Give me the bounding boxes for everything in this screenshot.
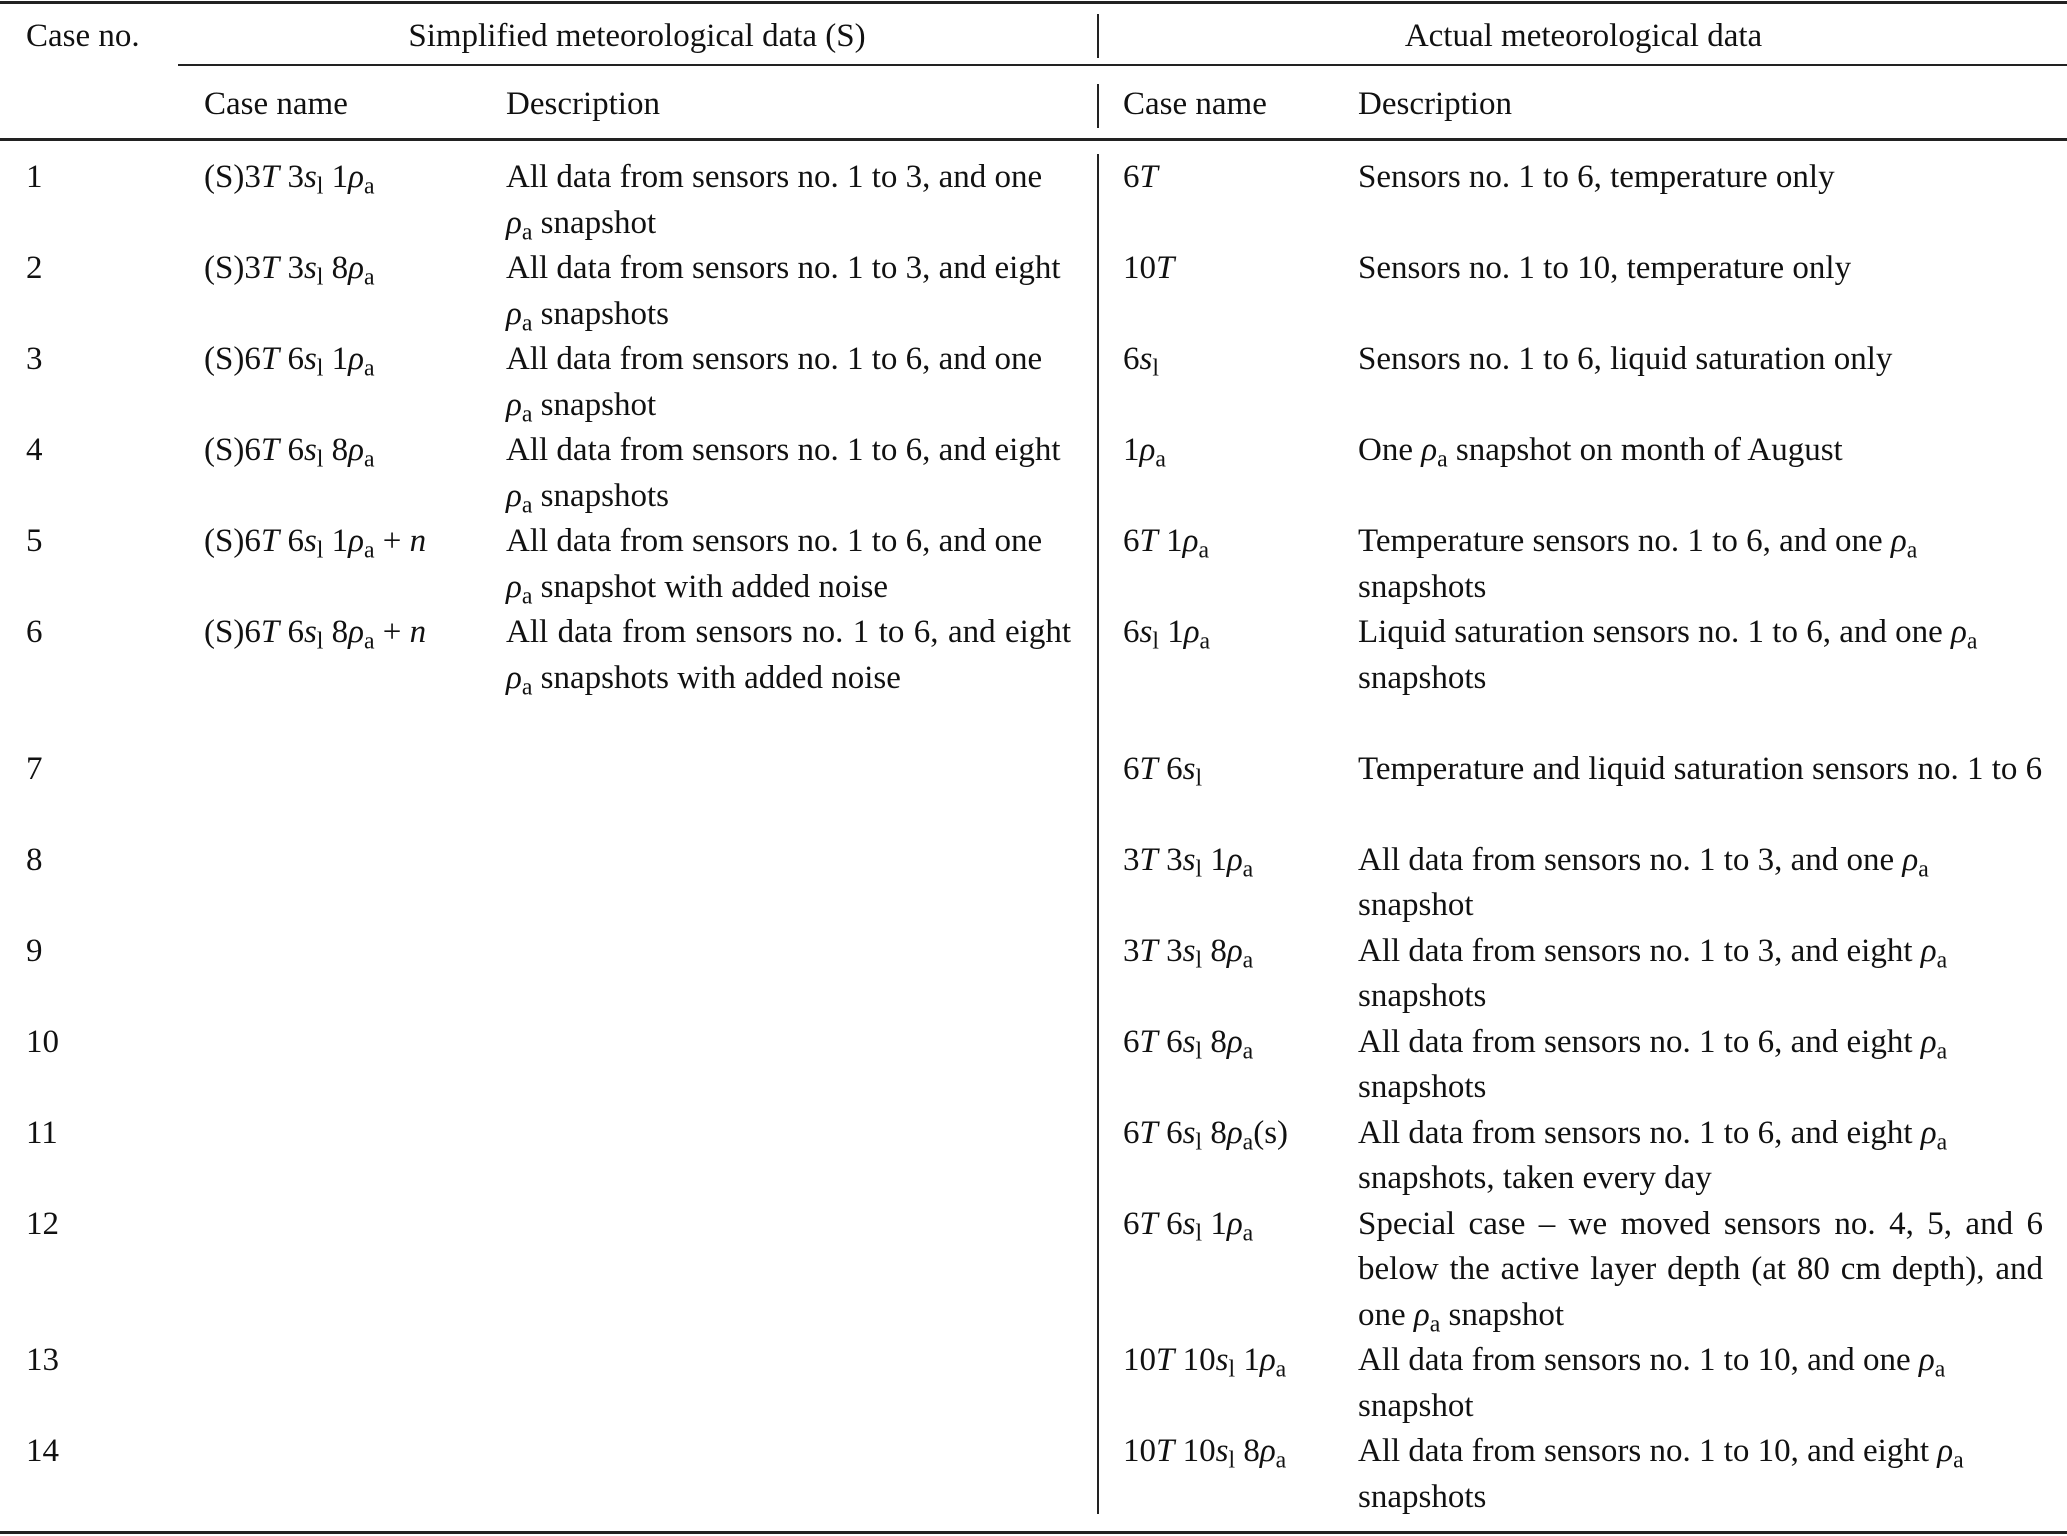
case-number: 8 (26, 841, 43, 878)
header-a-case-name: Case name (1123, 86, 1267, 122)
a-description: Sensors no. 1 to 6, liquid saturation only (1358, 341, 1893, 377)
a-case-name: 3T $3s_l$ $1\rho_a$ (1123, 841, 1254, 883)
s-case-name: (S)3T $3s_l$ $1\rho_a$ (204, 159, 375, 200)
header-a-description: Description (1358, 86, 1512, 122)
a-description: All data from sensors no. 1 to 6, and eight $\rho_a$ snapshots (1358, 1023, 1948, 1105)
group-header-rule (178, 64, 2067, 66)
header-s-description: Description (506, 86, 660, 122)
case-number: 7 (26, 750, 43, 787)
a-description: Temperature sensors no. 1 to 6, and one $\rho_a$ snapshots (1358, 523, 1918, 605)
header-case-no: Case no. (26, 18, 140, 54)
a-case-name: $6s_l$ (1123, 341, 1159, 382)
s-description: All data from sensors no. 1 to 6, and eight $\rho_a$ snapshots (506, 432, 1061, 519)
s-case-name: (S)3T $3s_l$ $8\rho_a$ (204, 250, 375, 291)
a-description: All data from sensors no. 1 to 10, and eight $\rho_a$ snapshots (1358, 1433, 1964, 1515)
a-case-name: 10T $10s_l$ $1\rho_a$ (1123, 1342, 1287, 1383)
s-description: All data from sensors no. 1 to 3, and eight $\rho_a$ snapshots (506, 250, 1061, 337)
a-description: All data from sensors no. 1 to 10, and one $\rho_a$ snapshot (1358, 1342, 1946, 1424)
case-number: 11 (26, 1114, 58, 1151)
s-case-name: (S)6T $6s_l$ $1\rho_a + n$ (204, 523, 427, 564)
case-number: 5 (26, 523, 43, 559)
column-divider (1097, 154, 1099, 1514)
a-description: Temperature and liquid saturation sensors no. 1 to 6 (1358, 750, 2043, 787)
case-number: 1 (26, 159, 43, 195)
a-description: Special case – we moved sensors no. 4, 5, and 6 below the active layer depth (at 80 cm depth), and one $\rho_a$ snapshot (1358, 1205, 2043, 1338)
case-number: 3 (26, 341, 43, 377)
s-case-name: (S)6T $6s_l$ $8\rho_a$ (204, 432, 375, 473)
case-number: 13 (26, 1342, 59, 1378)
column-divider (1097, 84, 1099, 128)
s-description: All data from sensors no. 1 to 3, and one $\rho_a$ snapshot (506, 159, 1043, 246)
header-s-case-name: Case name (204, 86, 348, 122)
column-divider (1097, 14, 1099, 58)
a-case-name: 10T (1123, 250, 1175, 286)
a-case-name: 3T $3s_l$ $8\rho_a$ (1123, 932, 1254, 974)
case-number: 4 (26, 432, 43, 468)
s-case-name: (S)6T $6s_l$ $8\rho_a + n$ (204, 614, 427, 655)
case-number: 12 (26, 1205, 59, 1242)
a-case-name: $1\rho_a$ (1123, 432, 1166, 473)
a-case-name: 10T $10s_l$ $8\rho_a$ (1123, 1433, 1287, 1474)
a-description: Liquid saturation sensors no. 1 to 6, and one $\rho_a$ snapshots (1358, 614, 1978, 696)
case-number: 10 (26, 1023, 59, 1060)
a-description: Sensors no. 1 to 10, temperature only (1358, 250, 1852, 286)
case-number: 9 (26, 932, 43, 969)
a-case-name: 6T (1123, 159, 1158, 195)
case-number: 14 (26, 1433, 59, 1469)
a-case-name: 6T $1\rho_a$ (1123, 523, 1209, 564)
s-description: All data from sensors no. 1 to 6, and one $\rho_a$ snapshot with added noise (506, 523, 1043, 610)
header-simplified-group: Simplified meteorological data (S) (408, 18, 866, 54)
case-number: 2 (26, 250, 43, 286)
header-rule (0, 138, 2067, 141)
a-description: Sensors no. 1 to 6, temperature only (1358, 159, 1835, 195)
a-description: All data from sensors no. 1 to 6, and eight $\rho_a$ snapshots, taken every day (1358, 1114, 1948, 1196)
case-number: 6 (26, 614, 43, 650)
s-description: All data from sensors no. 1 to 6, and one $\rho_a$ snapshot (506, 341, 1043, 428)
a-description: One $\rho_a$ snapshot on month of August (1358, 432, 1843, 473)
a-case-name: 6T $6s_l$ $1\rho_a$ (1123, 1205, 1254, 1247)
a-case-name: 6T $6s_l$ $8\rho_a(s)$ (1123, 1114, 1289, 1156)
a-case-name: 6T $6s_l$ (1123, 750, 1203, 792)
a-description: All data from sensors no. 1 to 3, and one $\rho_a$ snapshot (1358, 841, 1929, 923)
top-rule (0, 1, 2067, 4)
s-case-name: (S)6T $6s_l$ $1\rho_a$ (204, 341, 375, 382)
a-description: All data from sensors no. 1 to 3, and eight $\rho_a$ snapshots (1358, 932, 1948, 1014)
a-case-name: $6s_l$ $1\rho_a$ (1123, 614, 1211, 655)
s-description: All data from sensors no. 1 to 6, and eight $\rho_a$ snapshots with added noise (506, 614, 1071, 701)
bottom-rule (0, 1531, 2067, 1534)
header-actual-group: Actual meteorological data (1404, 18, 1763, 54)
a-case-name: 6T $6s_l$ $8\rho_a$ (1123, 1023, 1254, 1065)
